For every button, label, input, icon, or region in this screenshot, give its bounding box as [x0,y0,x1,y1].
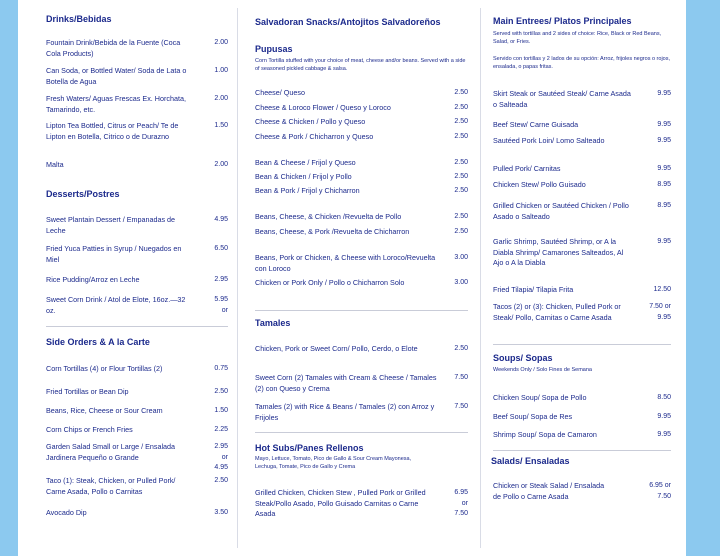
menu-item-name: Fried Tilapia/ Tilapia Frita [493,285,574,294]
menu-item-price: 9.95 [657,238,671,245]
menu-item-price: 9.95 [657,90,671,97]
menu-item-price: 2.50 [454,173,468,180]
menu-item-price: 7.50 [454,403,468,410]
menu-item-name: Beans, Cheese, & Pork /Revuelta de Chicharron [255,227,410,236]
menu-item-price: 1.00 [214,67,228,74]
menu-item-price: 6.50 [214,245,228,252]
menu-item-name: Skirt Steak or Sautéed Steak/ Carne Asada o Salteada [493,89,631,109]
menu-item-price: 2.50 [454,118,468,125]
menu-item-price: 3.00 [454,254,468,261]
menu-item-name: Chicken, Pork or Sweet Corn/ Pollo, Cerdo, o Elote [255,344,418,353]
sides-heading: Side Orders & A la Carte [46,337,150,347]
menu-item-price: 4.95 [214,216,228,223]
antojitos-heading: Salvadoran Snacks/Antojitos Salvadoreños [255,17,441,27]
menu-item-price: 2.00 [214,39,228,46]
menu-item-name: Chicken or Pork Only / Pollo o Chicharron Solo [255,278,405,287]
pupusas-heading: Pupusas [255,44,293,54]
menu-item-name: Avocado Dip [46,508,87,517]
menu-item-price: 2.50 [454,89,468,96]
entrees-description: Served with tortillas and 2 sides of choice: Rice, Black or Red Beans, Salad, or Fries. [493,31,662,45]
menu-item-price: 2.50 [454,228,468,235]
section-divider [493,450,671,451]
subs-description: Mayo, Lettuce, Tomato, Pico de Gallo & Sour Cream Mayonesa, Lechuga, Tomate, Pico de Gallo y Crema [255,456,412,470]
menu-item-name: Chicken or Steak Salad / Ensalada de Pollo o Carne Asada [493,481,605,501]
menu-item-price: 7.50 or 9.95 [649,303,671,321]
section-divider [493,344,671,345]
menu-item-price: 2.50 [214,388,228,395]
menu-item-name: Fried Yuca Patties in Syrup / Nuegados en Miel [46,244,182,264]
menu-item-price: 6.95 or 7.50 [454,489,468,517]
menu-item-price: 8.50 [657,394,671,401]
menu-item-name: Bean & Chicken / Frijol y Pollo [255,172,352,181]
drinks-heading: Drinks/Bebidas [46,14,112,24]
menu-item-name: Garden Salad Small or Large / Ensalada Jardinera Pequeño o Grande [46,442,176,462]
menu-item-name: Cheese & Loroco Flower / Queso y Loroco [255,103,391,112]
menu-item-name: Cheese & Pork / Chicharron y Queso [255,132,374,141]
pupusas-description: Corn Tortilla stuffed with your choice of meat, cheese and/or beans. Served with a side of seasoned pickled cabbage & salsa. [255,58,466,72]
menu-item-price: 2.50 [454,213,468,220]
entrees-description-es: Servido con tortillas y 2 lados de su opción: Arroz, frijoles negros o rojos, ensalada, o papas fritas. [493,56,671,70]
salads-heading: Salads/ Ensaladas [491,456,570,466]
column-divider [480,8,481,548]
left-border-stripe [0,0,18,556]
desserts-heading: Desserts/Postres [46,189,120,199]
menu-item-price: 5.95 or [214,296,228,314]
menu-item-price: 9.95 [657,431,671,438]
menu-item-name: Tacos (2) or (3): Chicken, Pulled Pork or Steak/ Pollo, Carnitas o Carne Asada [493,302,621,322]
menu-item-price: 9.95 [657,165,671,172]
menu-item-price: 2.50 [454,187,468,194]
menu-item-name: Beans, Pork or Chicken, & Cheese with Loroco/Revuelta con Loroco [255,253,436,273]
menu-item-name: Fried Tortillas or Bean Dip [46,387,129,396]
menu-item-name: Beans, Cheese, & Chicken /Revuelta de Pollo [255,212,402,221]
soups-description: Weekends Only / Solo Fines de Semana [493,367,592,373]
subs-heading: Hot Subs/Panes Rellenos [255,443,364,453]
menu-item-price: 9.95 [657,413,671,420]
menu-item-name: Sautéed Pork Loin/ Lomo Salteado [493,136,605,145]
tamales-heading: Tamales [255,318,291,328]
menu-item-name: Fountain Drink/Bebida de la Fuente (Coca Cola Products) [46,38,181,58]
section-divider [46,326,228,327]
menu-item-price: 2.50 [454,345,468,352]
menu-item-price: 3.00 [454,279,468,286]
column-divider [237,8,238,548]
menu-item-name: Grilled Chicken, Chicken Stew , Pulled Pork or Grilled Steak/Pollo Asado, Pollo Guisado Carnitas o Carne Asada [255,488,426,518]
menu-item-price: 1.50 [214,407,228,414]
menu-item-price: 8.95 [657,202,671,209]
menu-item-price: 2.00 [214,161,228,168]
entrees-heading: Main Entrees/ Platos Principales [493,16,632,26]
menu-item-price: 2.50 [454,104,468,111]
menu-item-name: Taco (1): Steak, Chicken, or Pulled Pork/ Carne Asada, Pollo o Carnitas [46,476,176,496]
menu-item-name: Chicken Soup/ Sopa de Pollo [493,393,587,402]
menu-item-name: Beans, Rice, Cheese or Sour Cream [46,406,163,415]
menu-item-name: Beef Soup/ Sopa de Res [493,412,573,421]
menu-item-name: Corn Chips or French Fries [46,425,133,434]
menu-item-price: 8.95 [657,181,671,188]
menu-item-name: Tamales (2) with Rice & Beans / Tamales (2) con Arroz y Frijoles [255,402,435,422]
menu-item-price: 1.50 [214,122,228,129]
menu-item-name: Grilled Chicken or Sautéed Chicken / Pollo Asado o Salteado [493,201,629,221]
menu-item-name: Corn Tortillas (4) or Flour Tortillas (2) [46,364,163,373]
section-divider [255,310,468,311]
menu-item-price: 2.50 [214,477,228,484]
menu-item-name: Shrimp Soup/ Sopa de Camaron [493,430,597,439]
section-divider [255,432,468,433]
menu-item-price: 0.75 [214,365,228,372]
menu-item-name: Sweet Plantain Dessert / Empanadas de Leche [46,215,176,235]
soups-heading: Soups/ Sopas [493,353,553,363]
menu-item-price: 2.25 [214,426,228,433]
menu-item-name: Garlic Shrimp, Sautéed Shrimp, or A la Diabla Shrimp/ Camarones Salteados, Al Ajo o A la Diabla [493,237,624,267]
menu-item-name: Beef Stew/ Carne Guisada [493,120,579,129]
menu-item-price: 2.95 or 4.95 [214,443,228,471]
menu-item-price: 3.50 [214,509,228,516]
menu-item-name: Sweet Corn Drink / Atol de Elote, 16oz.—32 oz. [46,295,186,315]
menu-item-name: Lipton Tea Bottled, Citrus or Peach/ Te de Lipton en Botella, Citrico o de Durazno [46,121,179,141]
menu-item-name: Cheese/ Queso [255,88,305,97]
menu-item-name: Cheese & Chicken / Pollo y Queso [255,117,366,126]
menu-item-price: 9.95 [657,121,671,128]
menu-item-name: Chicken Stew/ Pollo Guisado [493,180,586,189]
menu-item-price: 2.00 [214,95,228,102]
menu-item-price: 12.50 [653,286,671,293]
menu-item-name: Bean & Cheese / Frijol y Queso [255,158,356,167]
menu-item-name: Malta [46,160,64,169]
menu-item-price: 2.50 [454,133,468,140]
right-border-stripe [686,0,720,556]
menu-item-price: 2.50 [454,159,468,166]
menu-item-price: 2.95 [214,276,228,283]
menu-item-price: 7.50 [454,374,468,381]
menu-item-name: Pulled Pork/ Carnitas [493,164,561,173]
menu-item-name: Bean & Pork / Frijol y Chicharron [255,186,360,195]
menu-item-price: 9.95 [657,137,671,144]
menu-item-name: Rice Pudding/Arroz en Leche [46,275,140,284]
menu-item-price: 6.95 or 7.50 [649,482,671,500]
menu-item-name: Sweet Corn (2) Tamales with Cream & Cheese / Tamales (2) con Queso y Crema [255,373,437,393]
menu-item-name: Can Soda, or Bottled Water/ Soda de Lata o Botella de Agua [46,66,187,86]
menu-item-name: Fresh Waters/ Aguas Frescas Ex. Horchata, Tamarindo, etc. [46,94,186,114]
